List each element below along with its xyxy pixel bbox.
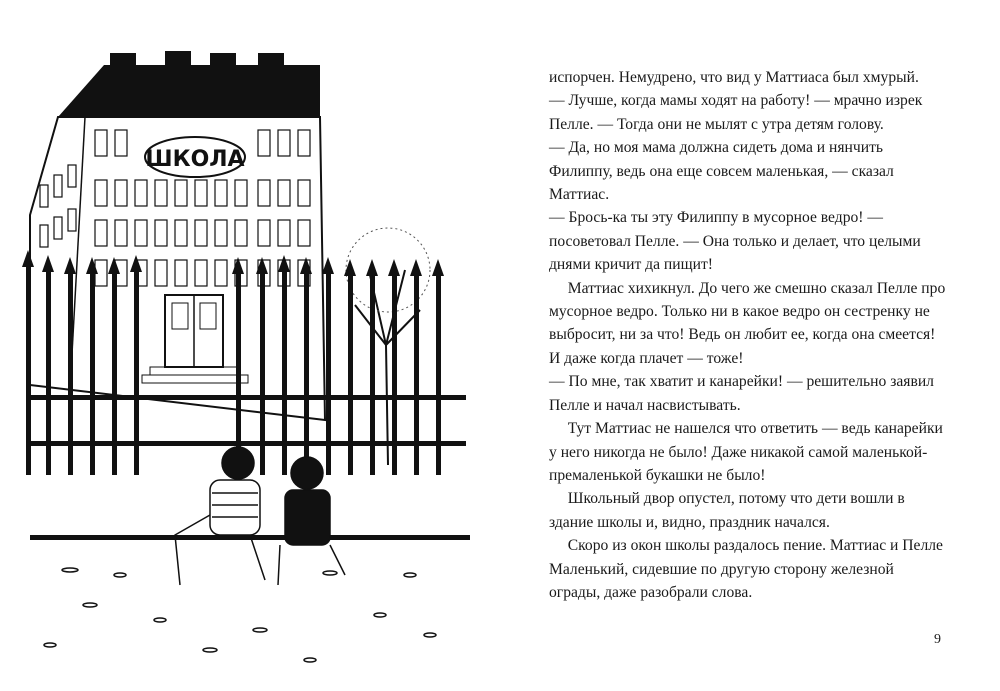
school-illustration [10,45,480,675]
paragraph: Тут Маттиас не нашелся что ответить — ведь канарейки у него никогда не было! Даже никакой самой маленькой-премаленькой букашки не было! [549,420,943,484]
paragraph: — Да, но моя мама должна сидеть дома и нянчить Филиппу, ведь она еще совсем маленькая, — сказал Маттиас. [549,139,894,204]
school-sign: ШКОЛА [145,147,245,172]
paragraph: — По мне, так хватит и канарейки! — решительно заявил Пелле и начал насвистывать. [549,373,934,414]
paragraph: Маттиас хихикнул. До чего же смешно сказал Пелле про мусорное ведро. Только ни в какое ведро он сестренку не выбросит, ни за что! Ведь он любит ее, когда она смеется! И даже когда плачет — тоже! [549,279,946,367]
paragraph: — Лучше, когда мамы ходят на работу! — мрачно изрек Пелле. — Тогда они не мылят с утра детям голову. [549,92,923,133]
paragraph: Скоро из окон школы раздалось пение. Маттиас и Пелле Маленький, сидевшие по другую сторону железной ограды, даже разобрали слова. [549,537,943,601]
paragraph: Школьный двор опустел, потому что дети вошли в здание школы и, видно, праздник начался. [549,490,905,531]
body-text [549,66,949,604]
paragraph: испорчен. Немудрено, что вид у Маттиаса был хмурый. [549,69,919,86]
paragraph: — Брось-ка ты эту Филиппу в мусорное ведро! — посоветовал Пелле. — Она только и делает, что целыми днями кричит да пищит! [549,209,921,274]
page-number: 9 [934,632,941,647]
